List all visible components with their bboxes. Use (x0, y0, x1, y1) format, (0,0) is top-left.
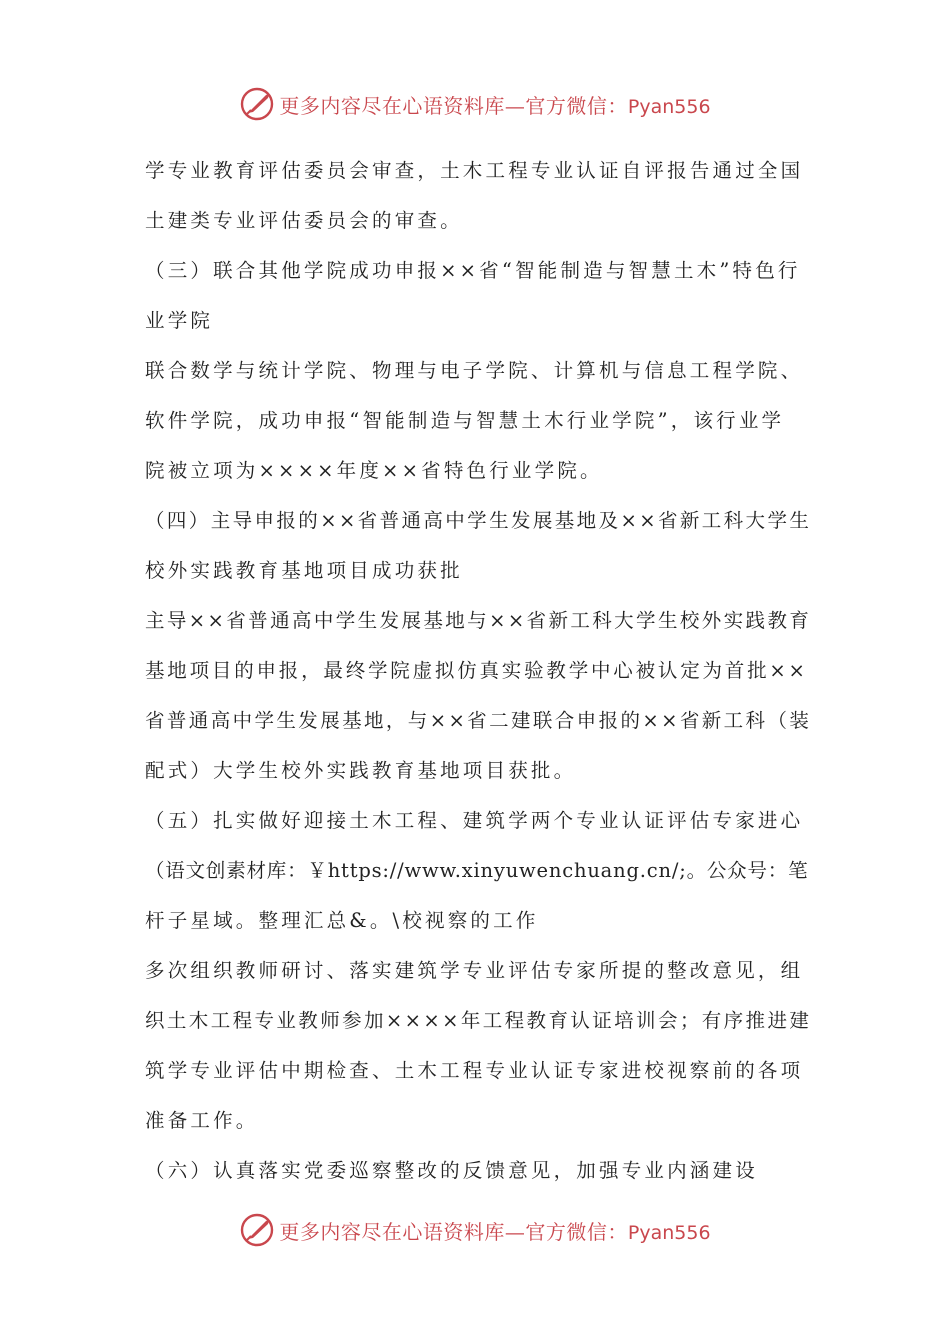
banner-text-wechat: Pyan556 (627, 95, 711, 118)
text-line: 基地项目的申报，最终学院虚拟仿真实验教学中心被认定为首批×× (145, 659, 808, 682)
text-line: 学专业教育评估委员会审查，土木工程专业认证自评报告通过全国 (145, 159, 804, 182)
text-line: 杆子星域。整理汇总&。\校视察的工作 (145, 909, 539, 932)
text-line: 筑学专业评估中期检查、土木工程专业认证专家进校视察前的各项 (145, 1059, 804, 1082)
text-line: 准备工作。 (145, 1109, 259, 1132)
banner-text-cn: 更多内容尽在心语资料库—官方微信： (279, 93, 628, 118)
text-line: （六）认真落实党委巡察整改的反馈意见，加强专业内涵建设 (145, 1159, 758, 1182)
text-line: 联合数学与统计学院、物理与电子学院、计算机与信息工程学院、 (145, 359, 804, 382)
banner-text (279, 1216, 710, 1245)
text-line: 织土木工程专业教师参加××××年工程教育认证培训会；有序推进建 (145, 1009, 812, 1032)
footer-banner (0, 1208, 950, 1252)
header-banner (0, 82, 950, 126)
text-line: 土建类专业评估委员会的审查。 (145, 209, 463, 232)
banner-text-wechat: Pyan556 (627, 1221, 711, 1244)
document-body (145, 146, 810, 1196)
banner-text (279, 90, 710, 119)
banner-text-cn: 更多内容尽在心语资料库—官方微信： (279, 1219, 628, 1244)
text-line: 配式）大学生校外实践教育基地项目获批。 (145, 759, 577, 782)
text-line: 多次组织教师研讨、落实建筑学专业评估专家所提的整改意见，组 (145, 959, 804, 982)
text-line: 校外实践教育基地项目成功获批 (145, 559, 463, 582)
text-line: （五）扎实做好迎接土木工程、建筑学两个专业认证评估专家进心 (145, 809, 804, 832)
text-line: （三）联合其他学院成功申报××省“智能制造与智慧土木”特色行 (145, 259, 801, 282)
text-line: 院被立项为××××年度××省特色行业学院。 (145, 459, 603, 482)
quill-logo-icon (239, 86, 275, 122)
text-line: 业学院 (145, 309, 214, 332)
text-line: 省普通高中学生发展基地，与××省二建联合申报的××省新工科（装 (145, 709, 812, 732)
text-line: 主导××省普通高中学生发展基地与××省新工科大学生校外实践教育 (145, 609, 812, 632)
quill-logo-icon (239, 1212, 275, 1248)
text-line: （四）主导申报的××省普通高中学生发展基地及××省新工科大学生 (145, 509, 812, 532)
text-line: 软件学院，成功申报“智能制造与智慧土木行业学院”，该行业学 (145, 409, 785, 432)
text-line: （语文创素材库：￥https://www.xinyuwenchuang.cn/;。公众号：笔 (145, 859, 809, 882)
